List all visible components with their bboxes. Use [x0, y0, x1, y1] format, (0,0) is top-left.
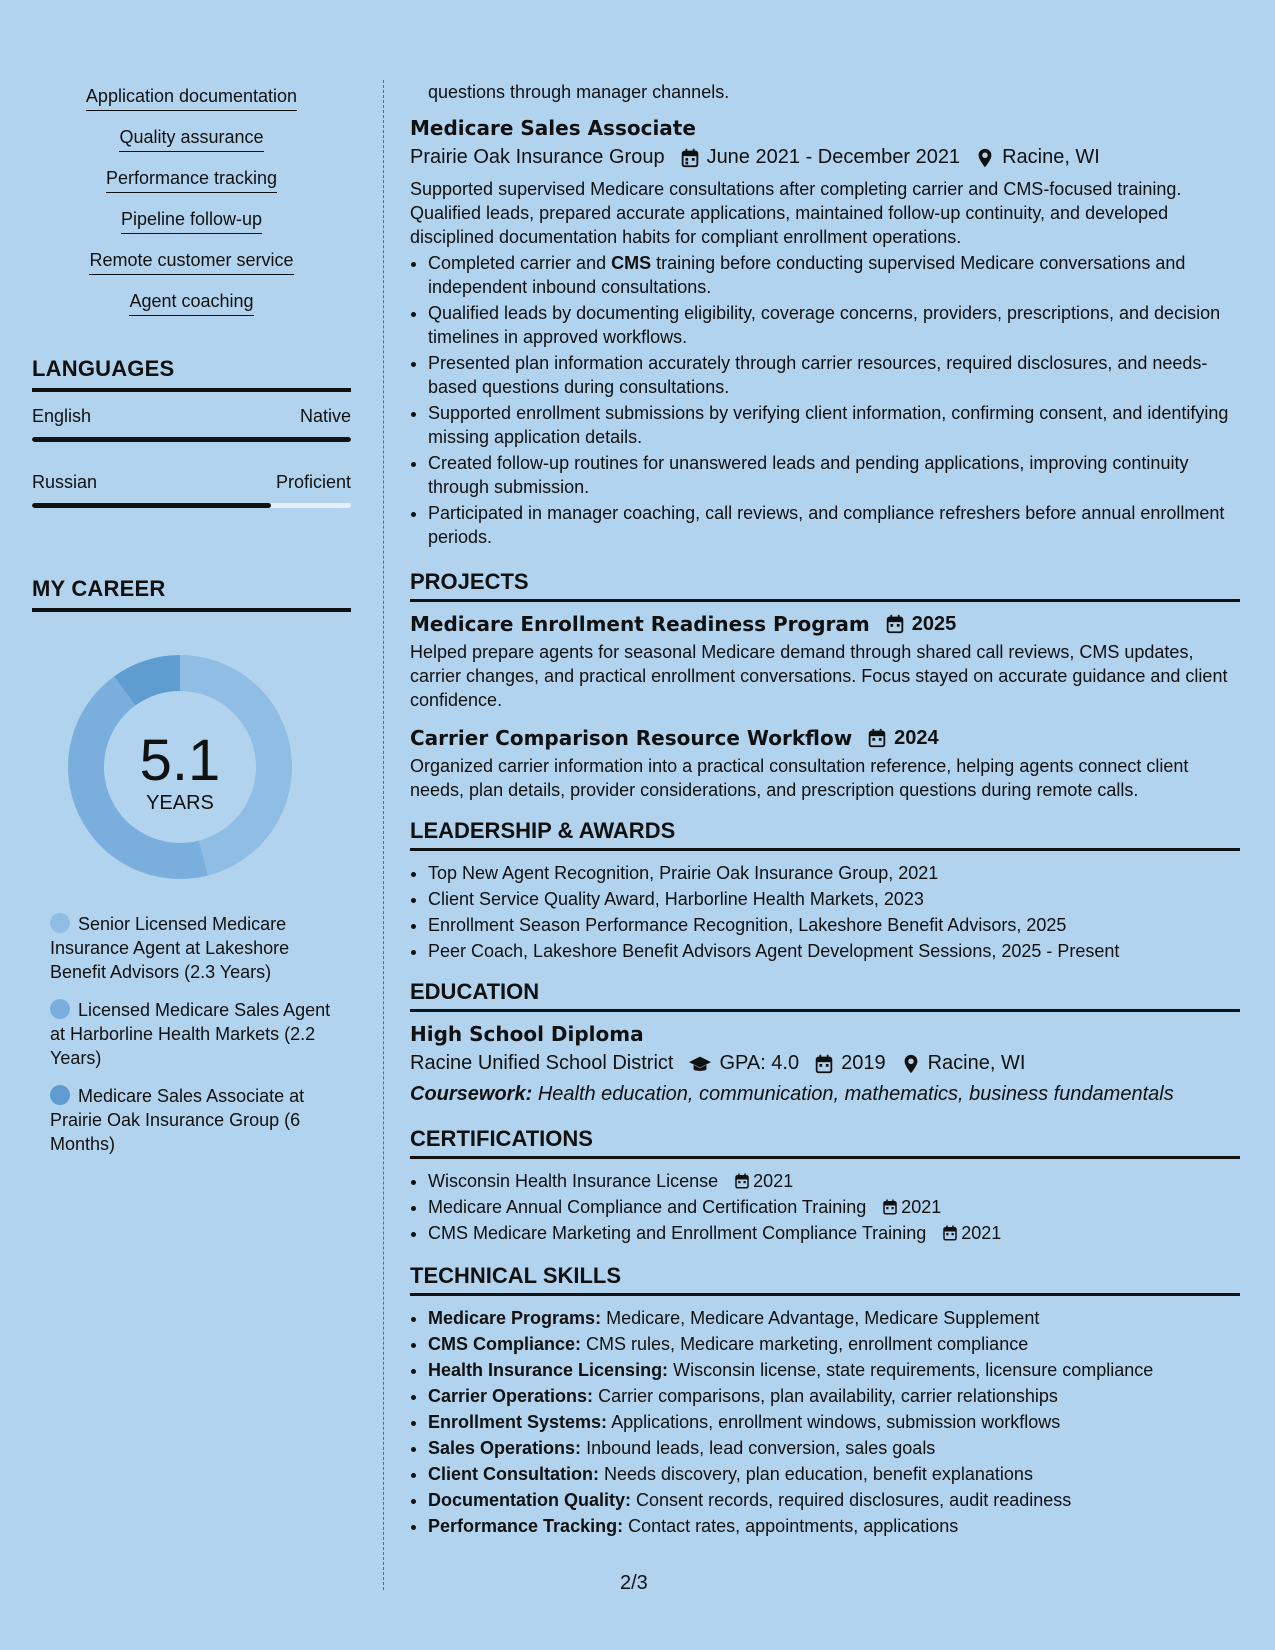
- skill-item: [428, 1462, 1240, 1486]
- skill-tags: [32, 86, 351, 316]
- skill-value: Consent records, required disclosures, audit readiness: [636, 1490, 1072, 1510]
- career-total: [65, 652, 295, 882]
- projects-heading: PROJECTS: [410, 569, 1240, 602]
- leadership-item: • Peer Coach, Lakeshore Benefit Advisors Agent Development Sessions, 2025 - Present: [428, 939, 1240, 963]
- continued-text: questions through manager channels.: [428, 82, 730, 102]
- job-bullet: • Created follow-up routines for unanswered leads and pending applications, improving continuity through submission.: [428, 451, 1240, 499]
- skill-tag: [32, 291, 351, 316]
- legend-dot: [50, 1085, 70, 1105]
- project-entry: [410, 612, 1240, 712]
- skill-item: [428, 1332, 1240, 1356]
- job-summary: Supported supervised Medicare consultations after completing carrier and CMS-focused training. Qualified leads, prepared accurate applications, maintained follow-up continuity, and developed disciplined documentation habits for compliant enrollment operations.: [410, 179, 1182, 247]
- job-location: Racine, WI: [1002, 146, 1100, 168]
- job-bullets: [410, 251, 1240, 549]
- coursework-text: Health education, communication, mathematics, business fundamentals: [537, 1083, 1174, 1105]
- certification-item: [428, 1169, 1240, 1193]
- language-item: [32, 472, 351, 508]
- job-dates: June 2021 - December 2021: [706, 146, 961, 168]
- certification-item: [428, 1195, 1240, 1219]
- job-bullet: [428, 251, 1240, 299]
- career-legend-item: [50, 912, 340, 984]
- skill-label: Medicare Programs:: [428, 1308, 602, 1328]
- project-year: 2025: [911, 612, 957, 635]
- certification-name: CMS Medicare Marketing and Enrollment Compliance Training: [428, 1223, 927, 1243]
- technical-skills-heading: TECHNICAL SKILLS: [410, 1263, 1240, 1296]
- calendar-icon: [941, 1224, 959, 1242]
- education-location: Racine, WI: [927, 1052, 1026, 1074]
- job-entry: [410, 116, 1240, 549]
- bullet-text: Completed carrier and: [428, 253, 612, 273]
- language-level-fill: [32, 437, 351, 442]
- certification-item: [428, 1221, 1240, 1245]
- skill-label: Performance Tracking:: [428, 1516, 624, 1536]
- calendar-icon: [813, 1053, 835, 1075]
- skill-item: [428, 1384, 1240, 1408]
- job-title: Medicare Sales Associate: [410, 116, 696, 140]
- project-description: Helped prepare agents for seasonal Medicare demand through shared call reviews, CMS updates, carrier changes, and practical enrollment conversations. Focus stayed on accurate guidance and client confidence.: [410, 642, 1228, 710]
- certification-year: 2021: [961, 1223, 1002, 1243]
- graduation-cap-icon: [687, 1053, 713, 1075]
- job-bullet: • Supported enrollment submissions by verifying client information, confirming consent, and identifying missing application details.: [428, 401, 1240, 449]
- legend-dot: [50, 913, 70, 933]
- language-level-bar: [32, 503, 351, 508]
- career-heading: MY CAREER: [32, 576, 351, 612]
- skill-tag-label: Quality assurance: [119, 127, 263, 152]
- certifications-list: [410, 1169, 1240, 1245]
- career-donut-chart: [65, 652, 295, 882]
- skill-item: [428, 1514, 1240, 1538]
- language-level: Native: [299, 406, 351, 426]
- skill-value: Wisconsin license, state requirements, licensure compliance: [673, 1360, 1154, 1380]
- education-entry: [410, 1022, 1240, 1106]
- skill-tag-label: Pipeline follow-up: [121, 209, 262, 234]
- education-heading: EDUCATION: [410, 979, 1240, 1012]
- skill-item: [428, 1306, 1240, 1330]
- skill-item: [428, 1436, 1240, 1460]
- job-bullet: • Qualified leads by documenting eligibility, coverage concerns, providers, prescriptions, and decision timelines in approved workflows.: [428, 301, 1240, 349]
- skill-tag: [32, 168, 351, 193]
- language-level-fill: [32, 503, 271, 508]
- leadership-item: • Enrollment Season Performance Recognition, Lakeshore Benefit Advisors, 2025: [428, 913, 1240, 937]
- skill-tag-label: Remote customer service: [89, 250, 293, 275]
- education-year: 2019: [841, 1052, 886, 1074]
- education-coursework: [410, 1083, 1240, 1106]
- project-entry: [410, 726, 1240, 802]
- leadership-heading: LEADERSHIP & AWARDS: [410, 818, 1240, 851]
- leadership-list: [410, 861, 1240, 963]
- coursework-label: Coursework:: [410, 1083, 533, 1105]
- career-section: [32, 576, 351, 1156]
- skill-value: Medicare, Medicare Advantage, Medicare Supplement: [606, 1308, 1040, 1328]
- career-legend: [50, 912, 340, 1156]
- career-years-value: 5.1: [139, 728, 221, 793]
- project-title: Medicare Enrollment Readiness Program: [410, 612, 870, 636]
- main-column: [410, 80, 1240, 1540]
- location-pin-icon: [974, 147, 996, 169]
- calendar-icon: [733, 1172, 751, 1190]
- skill-tag: [32, 209, 351, 234]
- calendar-icon: [884, 613, 906, 635]
- calendar-icon: [679, 147, 701, 169]
- skill-value: Carrier comparisons, plan availability, carrier relationships: [598, 1386, 1058, 1406]
- skill-value: Applications, enrollment windows, submission workflows: [611, 1412, 1061, 1432]
- education-degree: High School Diploma: [410, 1022, 644, 1046]
- skill-tag: [32, 250, 351, 275]
- languages-heading: LANGUAGES: [32, 356, 351, 392]
- company-name: Prairie Oak Insurance Group: [410, 146, 665, 168]
- skill-tag: [32, 86, 351, 111]
- job-bullet: • Presented plan information accurately through carrier resources, required disclosures, and needs-based questions during consultations.: [428, 351, 1240, 399]
- certifications-heading: CERTIFICATIONS: [410, 1126, 1240, 1159]
- certification-name: Medicare Annual Compliance and Certification Training: [428, 1197, 867, 1217]
- project-header: [410, 612, 1240, 636]
- skill-tag-label: Application documentation: [86, 86, 297, 111]
- language-name: English: [32, 406, 92, 426]
- skill-label: CMS Compliance:: [428, 1334, 582, 1354]
- skill-label: Sales Operations:: [428, 1438, 582, 1458]
- skill-item: [428, 1358, 1240, 1382]
- job-bullet: • Participated in manager coaching, call reviews, and compliance refreshers before annual enrollment periods.: [428, 501, 1240, 549]
- skill-tag: [32, 127, 351, 152]
- career-legend-item: [50, 1084, 340, 1156]
- languages-section: [32, 356, 351, 508]
- certification-year: 2021: [753, 1171, 794, 1191]
- skill-value: Contact rates, appointments, applications: [628, 1516, 959, 1536]
- technical-skills-list: [410, 1306, 1240, 1538]
- career-legend-text: Licensed Medicare Sales Agent at Harborline Health Markets (2.2 Years): [50, 1000, 331, 1068]
- skill-value: Inbound leads, lead conversion, sales goals: [586, 1438, 936, 1458]
- column-divider: [383, 80, 384, 1590]
- education-gpa: GPA: 4.0: [719, 1052, 800, 1074]
- skill-item: [428, 1410, 1240, 1434]
- language-item: [32, 406, 351, 442]
- language-level: Proficient: [275, 472, 351, 492]
- calendar-icon: [866, 727, 888, 749]
- skill-label: Carrier Operations:: [428, 1386, 594, 1406]
- project-title: Carrier Comparison Resource Workflow: [410, 726, 853, 750]
- leadership-item: • Client Service Quality Award, Harborline Health Markets, 2023: [428, 887, 1240, 911]
- skill-label: Enrollment Systems:: [428, 1412, 608, 1432]
- skill-tag-label: Agent coaching: [129, 291, 253, 316]
- project-year: 2024: [894, 726, 939, 749]
- career-legend-item: [50, 998, 340, 1070]
- project-header: [410, 726, 1240, 750]
- skill-label: Client Consultation:: [428, 1464, 599, 1484]
- skill-label: Documentation Quality:: [428, 1490, 632, 1510]
- skill-tag-label: Performance tracking: [106, 168, 277, 193]
- language-level-bar: [32, 437, 351, 442]
- location-pin-icon: [900, 1053, 922, 1075]
- certification-year: 2021: [901, 1197, 942, 1217]
- career-legend-text: Senior Licensed Medicare Insurance Agent at Lakeshore Benefit Advisors (2.3 Years): [50, 914, 290, 982]
- sidebar: [32, 86, 351, 1170]
- leadership-item: • Top New Agent Recognition, Prairie Oak Insurance Group, 2021: [428, 861, 1240, 885]
- project-description: Organized carrier information into a practical consultation reference, helping agents connect client needs, plan details, provider considerations, and prescription questions during remote calls.: [410, 756, 1189, 800]
- career-years-unit: YEARS: [146, 792, 214, 814]
- education-meta: [410, 1052, 1240, 1075]
- bullet-bold-text: CMS: [611, 253, 652, 273]
- page-number: 2/3: [620, 1572, 648, 1594]
- school-name: Racine Unified School District: [410, 1052, 674, 1074]
- skill-value: Needs discovery, plan education, benefit explanations: [604, 1464, 1033, 1484]
- language-name: Russian: [32, 472, 98, 492]
- skill-label: Health Insurance Licensing:: [428, 1360, 669, 1380]
- career-legend-text: Medicare Sales Associate at Prairie Oak Insurance Group (6 Months): [50, 1086, 305, 1154]
- job-meta: [410, 146, 1240, 169]
- bullet-text: training before conducting supervised Medicare conversations and independent inbound consultations.: [428, 253, 1186, 297]
- skill-value: CMS rules, Medicare marketing, enrollment compliance: [586, 1334, 1029, 1354]
- legend-dot: [50, 999, 70, 1019]
- calendar-icon: [881, 1198, 899, 1216]
- skill-item: [428, 1488, 1240, 1512]
- certification-name: Wisconsin Health Insurance License: [428, 1171, 719, 1191]
